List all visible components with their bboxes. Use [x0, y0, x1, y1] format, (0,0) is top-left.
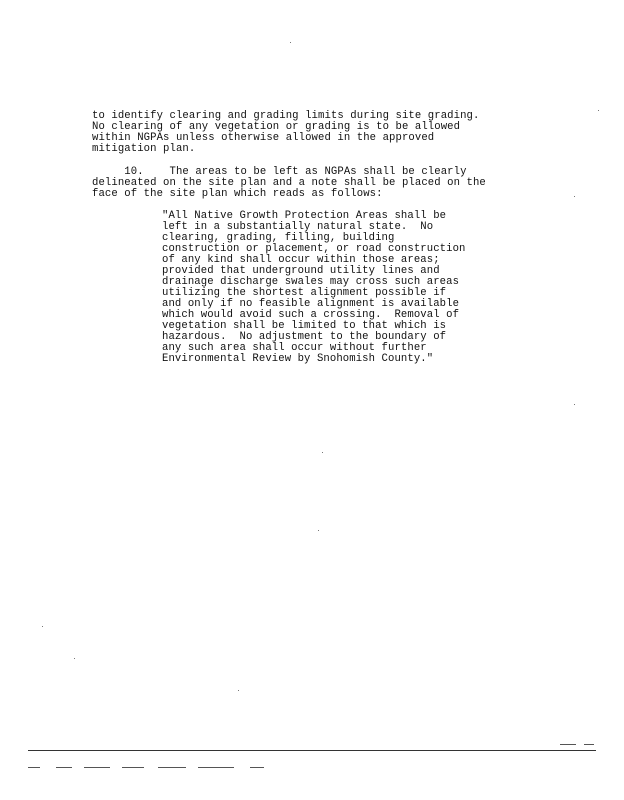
quote-line: Environmental Review by Snohomish County."	[162, 353, 434, 365]
footer-rule	[28, 750, 596, 751]
quote-line: clearing, grading, filling, building	[162, 232, 395, 244]
scan-speck	[318, 530, 319, 531]
text-line: 10. The areas to be left as NGPAs shall be clearly	[92, 166, 467, 178]
text-line: delineated on the site plan and a note shall be placed on the	[92, 177, 486, 189]
scan-speck	[42, 626, 43, 627]
scan-speck	[290, 42, 291, 43]
scan-dash	[250, 767, 264, 768]
scan-speck	[238, 690, 239, 691]
quote-line: of any kind shall occur within those areas;	[162, 254, 440, 266]
scan-speck	[598, 110, 599, 111]
scan-dash	[84, 767, 110, 768]
quote-line: hazardous. No adjustment to the boundary of	[162, 331, 447, 343]
quote-line: and only if no feasible alignment is available	[162, 298, 460, 310]
scan-speck	[74, 658, 75, 659]
quote-line: construction or placement, or road construction	[162, 243, 466, 255]
scan-speck	[322, 452, 323, 453]
scan-speck	[574, 196, 575, 197]
quote-line: drainage discharge swales may cross such areas	[162, 276, 460, 288]
quote-line: provided that underground utility lines and	[162, 265, 440, 277]
scan-dash	[158, 767, 186, 768]
scan-dash	[198, 767, 234, 768]
quote-line: left in a substantially natural state. No	[162, 221, 434, 233]
text-line: mitigation plan.	[92, 143, 196, 155]
quote-line: "All Native Growth Protection Areas shall be	[162, 210, 447, 222]
scan-dash	[56, 767, 72, 768]
scan-speck	[574, 404, 575, 405]
quote-line: any such area shall occur without further	[162, 342, 427, 354]
text-line: to identify clearing and grading limits during site grading.	[92, 110, 480, 122]
scan-dash	[122, 767, 144, 768]
text-line: No clearing of any vegetation or grading is to be allowed	[92, 121, 461, 133]
scan-dash	[584, 744, 594, 745]
text-line: within NGPAs unless otherwise allowed in the approved	[92, 132, 435, 144]
scan-dash	[560, 744, 576, 745]
text-line: face of the site plan which reads as follows:	[92, 188, 383, 200]
quote-line: which would avoid such a crossing. Removal of	[162, 309, 460, 321]
scan-dash	[28, 767, 40, 768]
quote-line: vegetation shall be limited to that which is	[162, 320, 447, 332]
quote-line: utilizing the shortest alignment possible if	[162, 287, 447, 299]
